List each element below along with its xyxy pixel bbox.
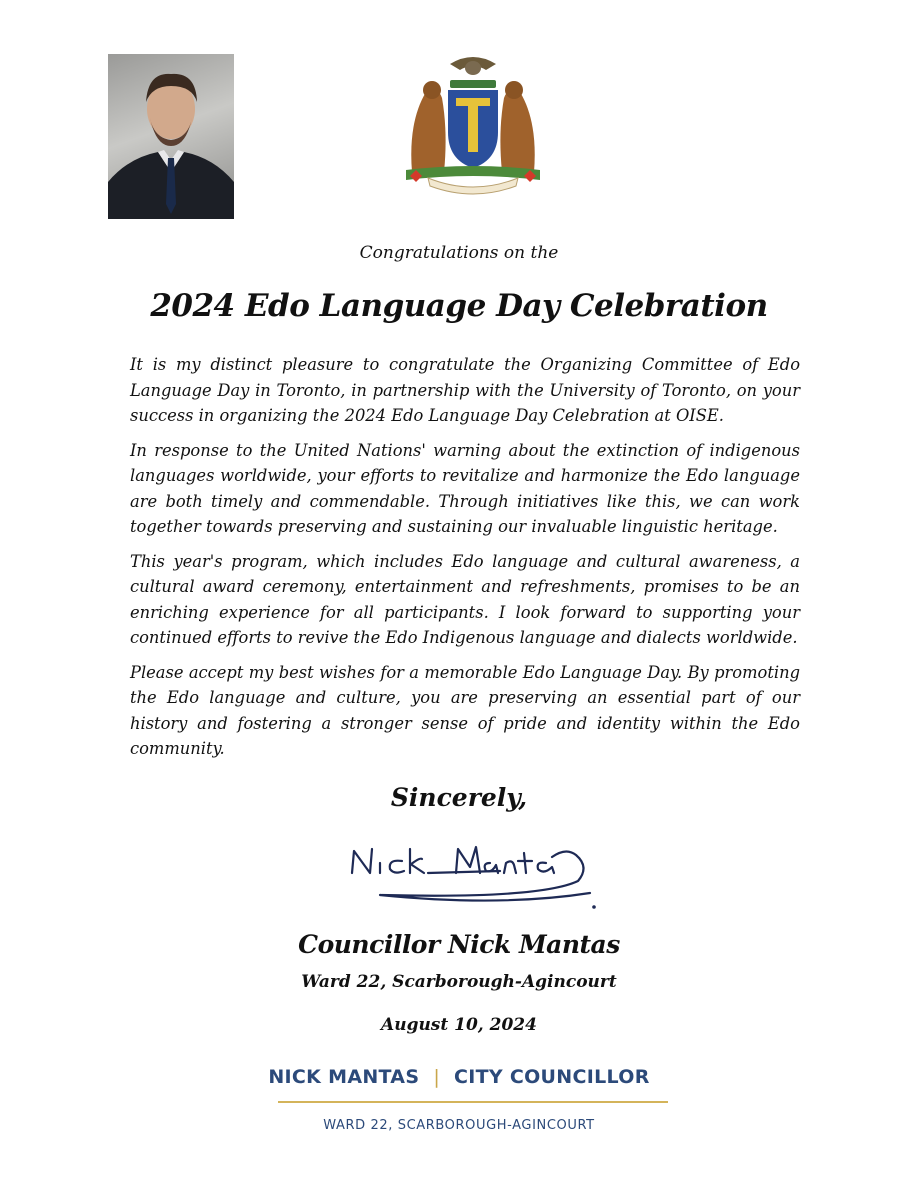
footer-name: NICK MANTAS xyxy=(268,1066,420,1088)
signer-ward: Ward 22, Scarborough-Agincourt xyxy=(301,972,617,992)
portrait-icon xyxy=(108,54,234,219)
body-paragraph: This year's program, which includes Edo language and cultural awareness, a cultural award ceremony, entertainment and refreshments, promises to be an enriching experience for all participants. I look forward to supporting your continued efforts to revive the Edo Indigenous language and dialects worldwide. xyxy=(130,551,800,647)
footer-ward: WARD 22, SCARBOROUGH-AGINCOURT xyxy=(323,1118,595,1133)
congratulations-intro: Congratulations on the xyxy=(359,243,559,263)
closing-salutation: Sincerely, xyxy=(390,783,528,812)
body-paragraph: It is my distinct pleasure to congratulate the Organizing Committee of Edo Language Day in Toronto, in partnership with the University of Toronto, on your success in organizing the 2024 Edo Language Day Celebration at OISE. xyxy=(130,355,800,425)
councillor-photo xyxy=(108,54,234,219)
coat-of-arms-icon xyxy=(398,52,548,197)
footer-separator: | xyxy=(433,1066,441,1088)
letter-body xyxy=(130,352,800,771)
letter-title: 2024 Edo Language Day Celebration xyxy=(150,288,768,324)
letter-date: August 10, 2024 xyxy=(381,1015,537,1035)
body-paragraph: In response to the United Nations' warning about the extinction of indigenous languages worldwide, your efforts to revitalize and harmonize the Edo language are both timely and commendable. Through initiatives like this, we can work together towards preserving and sustaining our invaluable linguistic heritage. xyxy=(130,440,800,536)
signature-icon xyxy=(340,833,620,913)
footer-divider xyxy=(278,1101,668,1103)
city-coat-of-arms xyxy=(398,52,548,197)
handwritten-signature xyxy=(340,833,620,913)
signer-name: Councillor Nick Mantas xyxy=(298,930,620,959)
footer-title xyxy=(0,1066,918,1088)
footer-role: CITY COUNCILLOR xyxy=(454,1066,650,1088)
body-paragraph: Please accept my best wishes for a memorable Edo Language Day. By promoting the Edo language and culture, you are preserving an essential part of our history and fostering a stronger sense of pride and identity within the Edo community. xyxy=(130,662,800,758)
